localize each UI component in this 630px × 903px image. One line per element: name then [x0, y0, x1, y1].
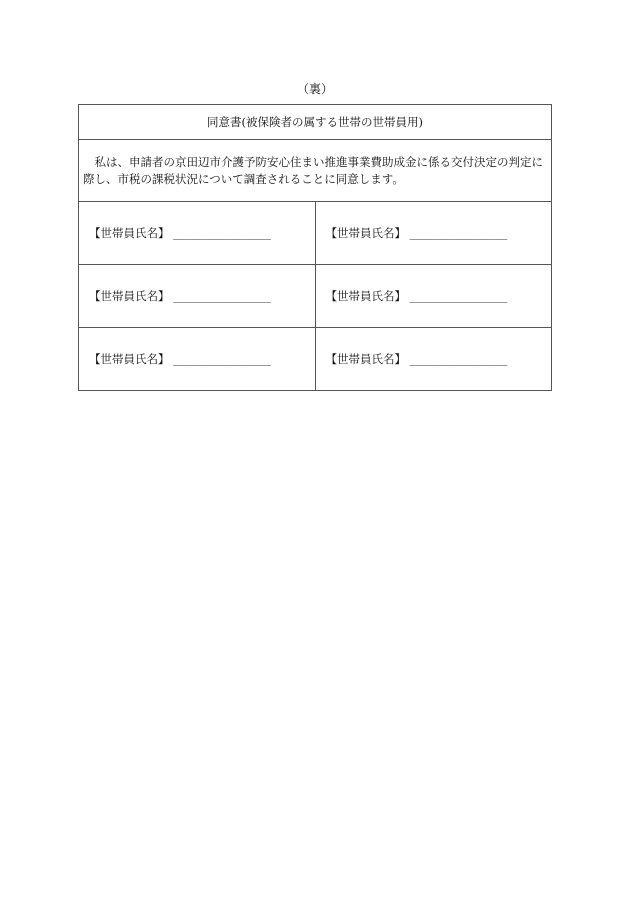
signature-field[interactable] [79, 328, 316, 391]
signature-blank: _________________ [409, 226, 508, 240]
signature-blank: _________________ [409, 289, 508, 303]
signature-field[interactable] [315, 202, 552, 265]
signature-blank: _________________ [173, 289, 271, 303]
signature-label: 【世帯員氏名】 [325, 352, 406, 366]
signature-blank: _________________ [409, 352, 508, 366]
consent-form-table [78, 104, 552, 391]
signature-label: 【世帯員氏名】 [89, 352, 170, 366]
signature-label: 【世帯員氏名】 [325, 289, 406, 303]
signature-label: 【世帯員氏名】 [89, 226, 170, 240]
signature-label: 【世帯員氏名】 [325, 226, 406, 240]
signature-field[interactable] [79, 202, 316, 265]
form-title: 同意書(被保険者の属する世帯の世帯員用) [79, 105, 552, 140]
signature-field[interactable] [315, 328, 552, 391]
consent-statement: 私は、申請者の京田辺市介護予防安心住まい推進事業費助成金に係る交付決定の判定に際し、市税の課税状況について調査されることに同意します。 [79, 140, 552, 202]
signature-blank: _________________ [173, 352, 271, 366]
signature-label: 【世帯員氏名】 [89, 289, 170, 303]
signature-field[interactable] [315, 265, 552, 328]
signature-field[interactable] [79, 265, 316, 328]
page-heading: （裏） [296, 82, 333, 96]
signature-blank: _________________ [173, 226, 271, 240]
